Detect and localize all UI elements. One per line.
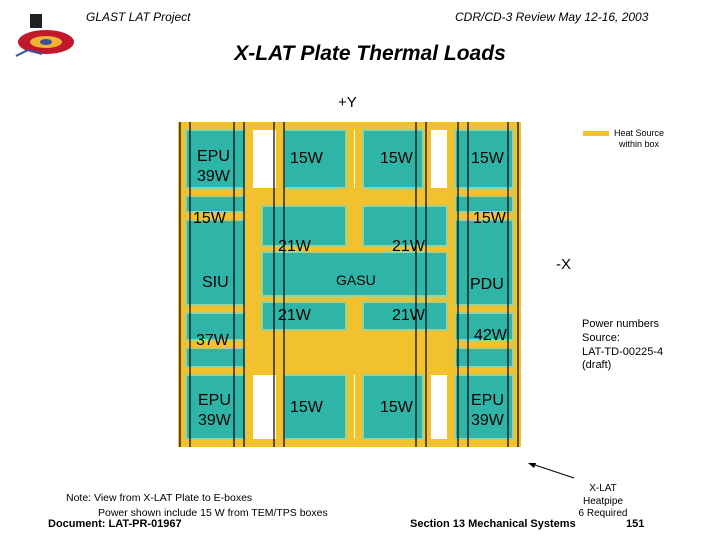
heatpipe-note-line1: X-LAT Heatpipe: [582, 483, 624, 507]
pdu-label: PDU: [470, 276, 504, 293]
epu-bottom-right-name: EPU: [471, 392, 504, 409]
footer-document: Document: LAT-PR-01967: [48, 518, 182, 530]
source-note-line4: (draft): [582, 359, 612, 372]
source-note-line1: Power numbers: [582, 318, 660, 330]
header-review: CDR/CD-3 Review May 12-16, 2003: [455, 10, 649, 24]
load-right-row2: 15W: [473, 210, 506, 227]
heat-source-swatch: [583, 131, 609, 136]
source-note-line2: Source:: [582, 331, 620, 344]
epu-top-left-load: 39W: [197, 168, 230, 185]
bottom-note-line1: Note: View from X-LAT Plate to E-boxes: [66, 492, 253, 504]
legend-label: Heat Source within box: [613, 128, 665, 149]
heatpipe-arrow: [526, 460, 576, 480]
load-gasu-tl: 21W: [278, 238, 311, 255]
header-project: GLAST LAT Project: [86, 10, 191, 24]
load-left-row4: 37W: [196, 332, 229, 349]
source-note-line3: LAT-TD-00225-4: [582, 345, 664, 358]
footer-page-number: 151: [626, 518, 645, 530]
page-title: X-LAT Plate Thermal Loads: [234, 42, 506, 65]
axis-plus-y-label: +Y: [338, 94, 357, 111]
load-top-mid1: 15W: [290, 150, 323, 167]
epu-bottom-left-name: EPU: [198, 392, 231, 409]
epu-bottom-right-load: 39W: [471, 412, 504, 429]
heatpipe-note-line2: 6 Required: [578, 508, 628, 519]
load-left-row2: 15W: [193, 210, 226, 227]
siu-label: SIU: [202, 274, 229, 291]
load-right-row4: 42W: [474, 327, 507, 344]
footer-section: Section 13 Mechanical Systems: [410, 518, 576, 530]
load-top-right: 15W: [471, 150, 504, 167]
source-note: [582, 318, 663, 373]
load-gasu-br: 21W: [392, 307, 425, 324]
gasu-label: GASU: [336, 272, 376, 288]
axis-minus-x-label: -X: [556, 256, 571, 273]
load-gasu-tr: 21W: [392, 238, 425, 255]
load-top-mid2: 15W: [380, 150, 413, 167]
epu-bottom-left-load: 39W: [198, 412, 231, 429]
load-bot-mid1: 15W: [290, 399, 323, 416]
load-bot-mid2: 15W: [380, 399, 413, 416]
heatpipe-note: [568, 483, 638, 521]
bottom-note-line2: Power shown include 15 W from TEM/TPS boxes: [98, 507, 328, 519]
load-gasu-bl: 21W: [278, 307, 311, 324]
epu-top-left-name: EPU: [197, 148, 230, 165]
